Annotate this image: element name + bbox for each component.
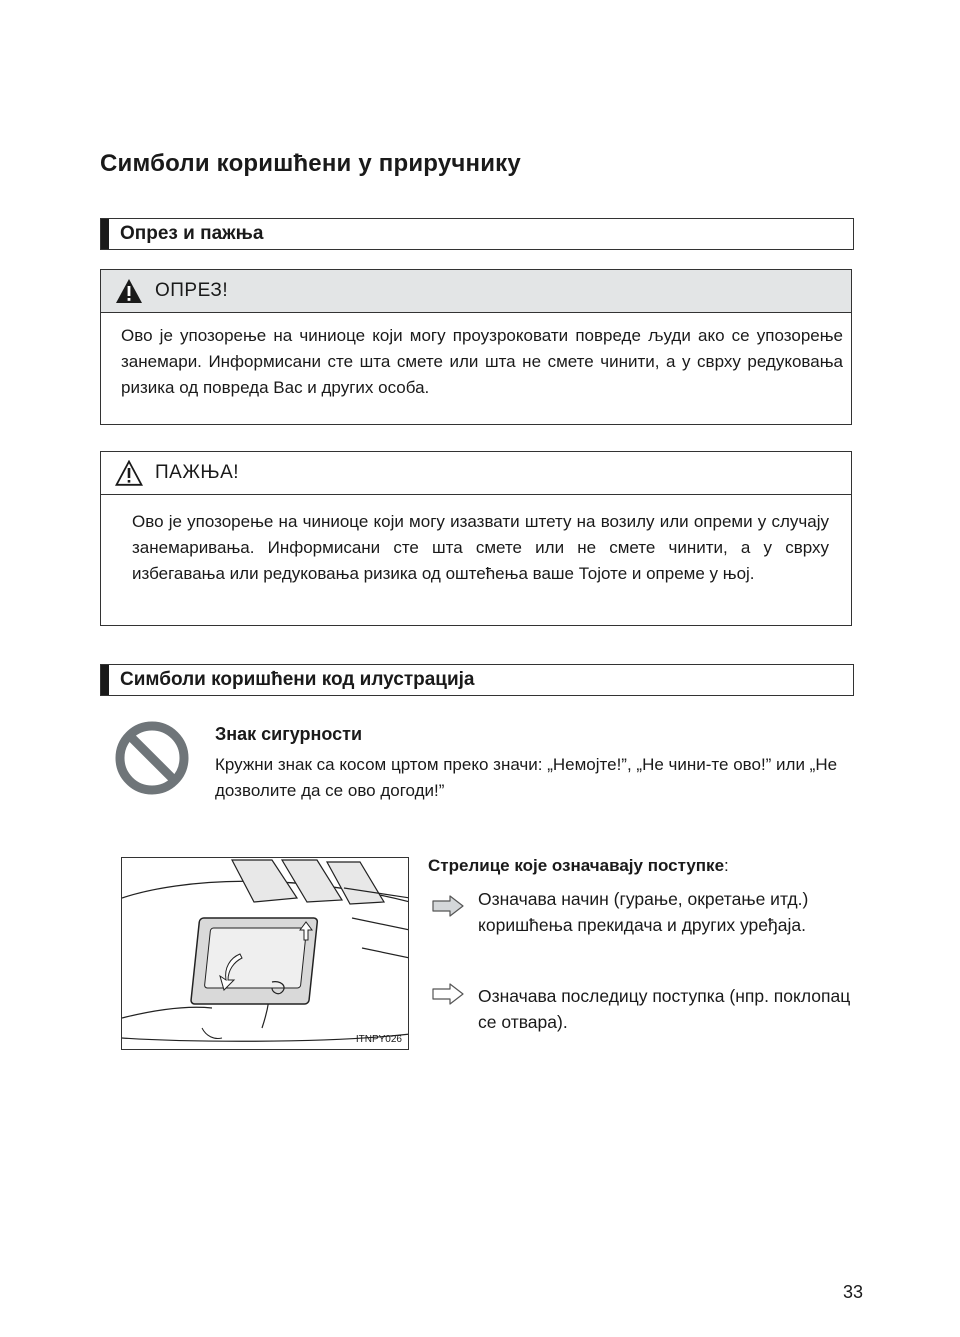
arrows-heading: [428, 856, 729, 876]
warning-triangle-icon: [115, 278, 143, 304]
prohibition-icon: [114, 720, 190, 796]
page-number: 33: [843, 1282, 864, 1302]
notice-header: [101, 452, 851, 495]
section-heading-caution: [100, 218, 854, 250]
illustration-overhead-console: [121, 857, 409, 1050]
overhead-console-drawing: [122, 858, 409, 1050]
safety-sign-text: Кружни знак са косом цртом преко значи: „Немојте!”, „Не чини-те ово!” или „Не дозволите да се ово догоди!”: [215, 755, 838, 800]
caution-box: [100, 269, 852, 425]
safety-sign-title: Знак сигурности: [215, 724, 363, 744]
section-title: Опрез и пажња: [120, 223, 264, 244]
warning-triangle-outline-icon: [115, 460, 143, 486]
notice-box: [100, 451, 852, 626]
section-title: Симболи коришћени код илустрација: [120, 669, 475, 690]
section-marker: [101, 665, 109, 695]
arrow-description-operation: Означава начин (гурање, окретање итд.) коришћења прекидача и других уређаја.: [478, 889, 809, 935]
arrows-heading-colon: :: [724, 856, 729, 875]
arrows-heading-text: Стрелице које означавају поступке: [428, 856, 725, 875]
section-marker: [101, 219, 109, 249]
illustration-code: ITNPY026: [355, 1034, 402, 1045]
section-heading-illustrations: [100, 664, 854, 696]
notice-text: Ово је упозорење на чиниоце који могу изазвати штету на возилу или опреми у случају занемаривања. Информисани сте шта смете или не смете чинити, а у сврху избегавања или редуковања ризика од оштећења ваше Тојоте и опреме у њој.: [132, 512, 829, 583]
notice-title: ПАЖЊА!: [155, 462, 240, 483]
outline-arrow-icon: [432, 983, 464, 1005]
caution-text: Ово је упозорење на чиниоце који могу проузроковати повреде људи ако се упозорење занемари. Информисани сте шта смете или шта не смете чинити, а у сврху редуковања ризика од повреда Вас и других особа.: [121, 326, 843, 397]
page-title: Симболи коришћени у приручнику: [100, 150, 521, 177]
caution-title: ОПРЕЗ!: [155, 280, 229, 301]
caution-header: [101, 270, 851, 313]
arrow-description-result: Означава последицу поступка (нпр. поклопац се отвара).: [478, 986, 851, 1032]
filled-arrow-icon: [432, 895, 464, 917]
